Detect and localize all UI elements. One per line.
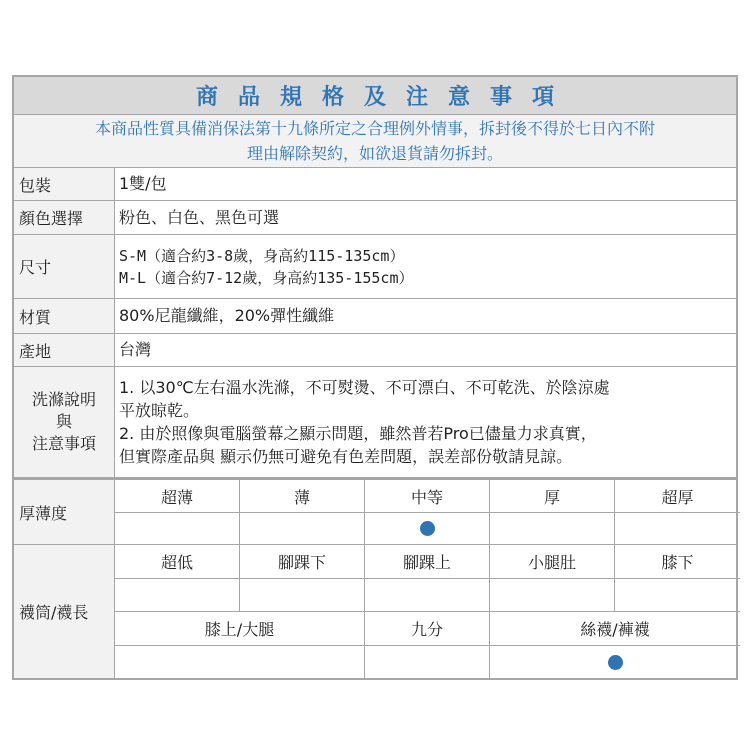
wash-line: 1. 以30℃左右溫水洗滌，不可熨燙、不可漂白、不可乾洗、於陰涼處 bbox=[119, 378, 610, 397]
marker-cell bbox=[365, 646, 490, 678]
marker-cell bbox=[115, 646, 365, 678]
spec-value-text: 粉色、白色、黑色可選 bbox=[119, 207, 280, 227]
spec-row-origin bbox=[14, 334, 736, 367]
spec-value bbox=[115, 299, 736, 333]
marker-cell bbox=[615, 513, 740, 544]
length-option: 九分 bbox=[365, 612, 490, 645]
return-policy-notice bbox=[14, 115, 736, 168]
length-grid bbox=[115, 545, 740, 678]
spec-value-text: 80%尼龍纖維，20%彈性纖維 bbox=[119, 306, 335, 325]
spec-label bbox=[14, 367, 115, 477]
spec-value bbox=[115, 168, 736, 200]
length-option: 超低 bbox=[115, 545, 240, 578]
spec-value-text: 台灣 bbox=[119, 340, 152, 359]
label-line: 與 bbox=[55, 412, 72, 431]
notice-line-1: 本商品性質具備消保法第十九條所定之合理例外情事，拆封後不得於七日內不附 bbox=[94, 119, 655, 138]
length-options-row-2 bbox=[115, 612, 740, 646]
notice-line-2: 理由解除契約，如欲退貨請勿拆封。 bbox=[246, 144, 503, 163]
spec-value bbox=[115, 235, 736, 298]
length-marker-row-2 bbox=[115, 646, 740, 678]
thickness-label: 厚薄度 bbox=[14, 480, 115, 544]
page-title: 商品規格及注意事項 bbox=[195, 85, 574, 110]
spec-label: 材質 bbox=[14, 299, 115, 333]
wash-line: 但實際產品與 顯示仍無可避免有色差問題，誤差部份敬請見諒。 bbox=[119, 447, 573, 466]
selected-dot-icon bbox=[608, 655, 623, 670]
spec-value bbox=[115, 334, 736, 366]
spec-row-packaging bbox=[14, 168, 736, 201]
length-option: 小腿肚 bbox=[490, 545, 615, 578]
thickness-section bbox=[14, 480, 736, 545]
marker-cell bbox=[490, 579, 615, 611]
wash-line: 平放晾乾。 bbox=[119, 401, 200, 420]
wash-line: 2. 由於照像與電腦螢幕之顯示問題，雖然普若Pro已儘量力求真實， bbox=[119, 424, 597, 443]
label-line: 注意事項 bbox=[31, 434, 96, 453]
marker-cell bbox=[365, 579, 490, 611]
marker-cell bbox=[615, 579, 740, 611]
spec-value bbox=[115, 367, 736, 477]
length-marker-row-1 bbox=[115, 579, 740, 612]
spec-value bbox=[115, 201, 736, 234]
spec-row-material bbox=[14, 299, 736, 334]
spec-value-text: 1雙/包 bbox=[119, 174, 167, 193]
length-section bbox=[14, 545, 736, 678]
spec-row-colors bbox=[14, 201, 736, 235]
thickness-option: 超厚 bbox=[661, 487, 694, 507]
marker-cell-selected bbox=[365, 513, 490, 544]
spec-row-washing bbox=[14, 367, 736, 480]
thickness-marker-row bbox=[115, 513, 740, 544]
length-option: 膝上/大腿 bbox=[115, 612, 365, 645]
thickness-options-row bbox=[115, 480, 740, 513]
marker-cell bbox=[490, 513, 615, 544]
length-option: 腳踝上 bbox=[365, 545, 490, 578]
size-line: M-L（適合約7-12歲，身高約135-155cm） bbox=[119, 268, 414, 287]
length-options-row-1 bbox=[115, 545, 740, 579]
length-option: 腳踝下 bbox=[240, 545, 365, 578]
thickness-option: 超薄 bbox=[115, 480, 240, 512]
length-option: 膝下 bbox=[661, 553, 694, 572]
size-line: S-M（適合約3-8歲，身高約115-135cm） bbox=[119, 246, 405, 265]
spec-row-size bbox=[14, 235, 736, 299]
marker-cell-selected bbox=[490, 646, 740, 678]
marker-cell bbox=[115, 579, 240, 611]
label-line: 洗滌說明 bbox=[31, 390, 96, 409]
thickness-option: 薄 bbox=[240, 480, 365, 512]
spec-label: 產地 bbox=[14, 334, 115, 366]
title-row bbox=[14, 77, 736, 115]
marker-cell bbox=[240, 579, 365, 611]
spec-label: 尺寸 bbox=[14, 235, 115, 298]
thickness-option: 厚 bbox=[490, 480, 615, 512]
marker-cell bbox=[115, 513, 240, 544]
spec-label: 顏色選擇 bbox=[14, 201, 115, 234]
thickness-option: 中等 bbox=[365, 480, 490, 512]
marker-cell bbox=[240, 513, 365, 544]
spec-table bbox=[12, 75, 738, 680]
length-label: 襪筒/襪長 bbox=[14, 545, 115, 678]
selected-dot-icon bbox=[420, 521, 435, 536]
thickness-grid bbox=[115, 480, 740, 544]
length-option: 絲襪/褲襪 bbox=[580, 620, 650, 639]
spec-label: 包裝 bbox=[14, 168, 115, 200]
